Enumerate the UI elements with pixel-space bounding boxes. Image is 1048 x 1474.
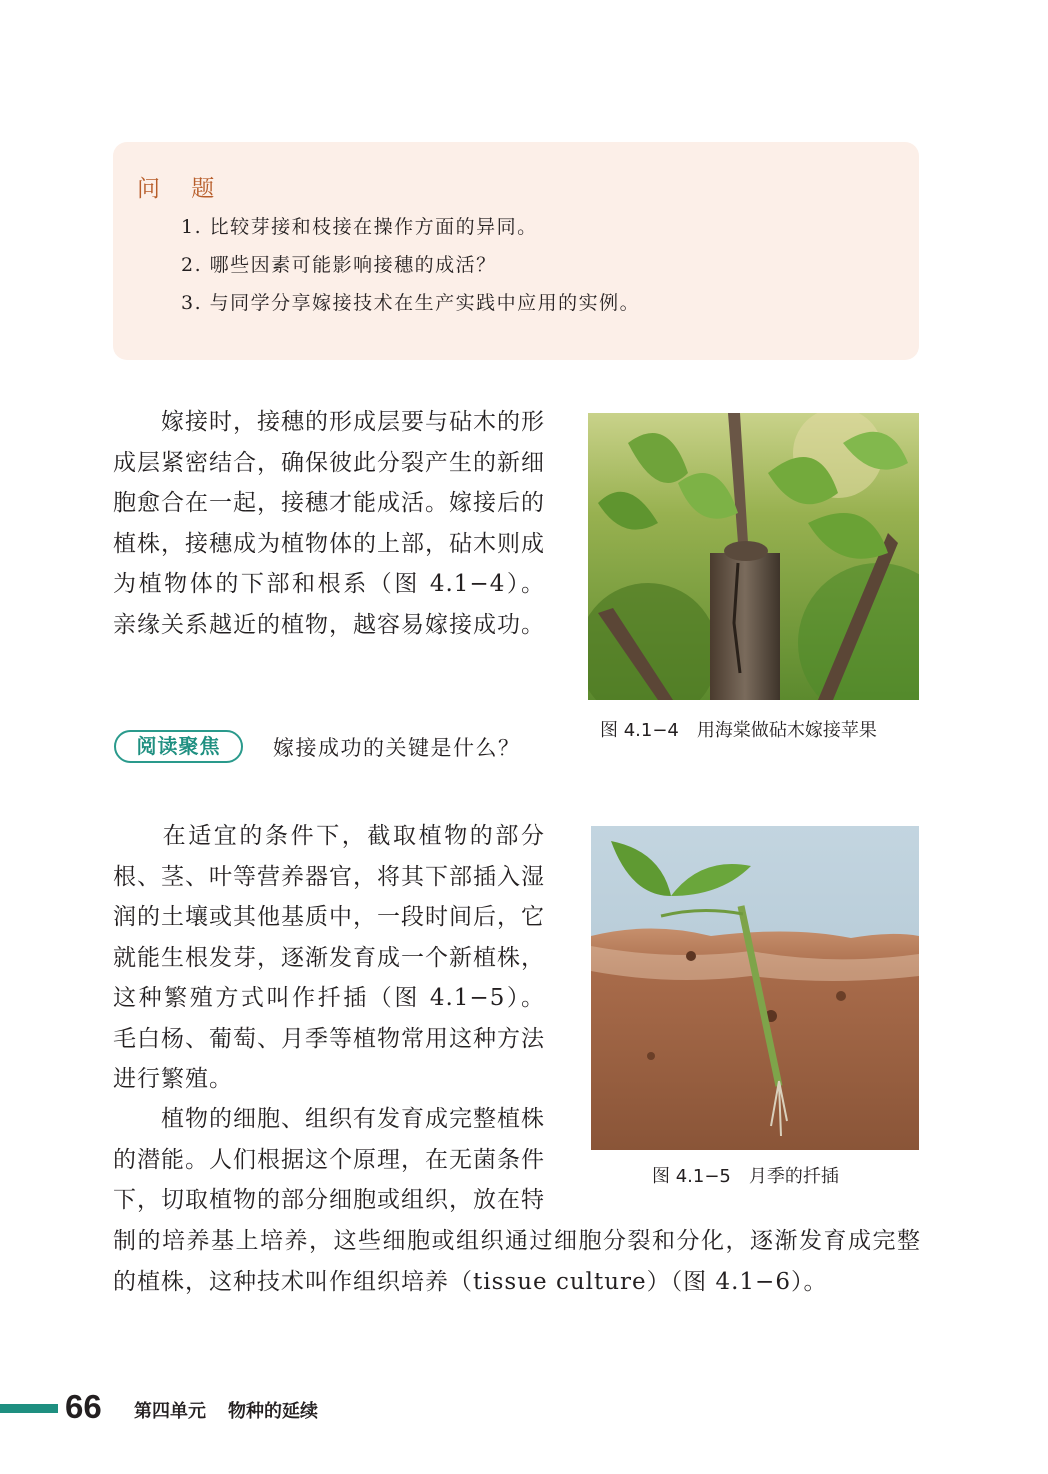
paragraph-tissue-culture-continued: 制的培养基上培养，这些细胞或组织通过细胞分裂和分化，逐渐发育成完整的植株，这种技术叫作组织培养（tissue culture）（图 4.1−6）。 bbox=[113, 1228, 921, 1295]
paragraph-grafting bbox=[113, 402, 545, 645]
paragraph-tissue-culture bbox=[113, 1099, 545, 1221]
paragraph-tissue-culture-text-1: 植物的细胞、组织有发育成完整植株的潜能。人们根据这个原理，在无菌条件下，切取植物的部分细胞或组织，放在特 bbox=[113, 1106, 545, 1213]
question-list bbox=[181, 208, 640, 322]
question-item: 1. 比较芽接和枝接在操作方面的异同。 bbox=[181, 216, 538, 238]
paragraph-cutting-text: 在适宜的条件下，截取植物的部分根、茎、叶等营养器官，将其下部插入湿润的土壤或其他基质中，一段时间后，它就能生根发芽，逐渐发育成一个新植株，这种繁殖方式叫作扦插（图 4.1−5）。毛白杨、葡萄、月季等植物常用这种方法进行繁殖。 bbox=[113, 823, 545, 1092]
figure-caption: 图 4.1−5 月季的扦插 bbox=[652, 1166, 839, 1187]
chapter-name: 物种的延续 bbox=[228, 1401, 318, 1422]
unit-label bbox=[134, 1397, 318, 1423]
footer-accent-bar bbox=[0, 1404, 58, 1413]
page-number: 66 bbox=[65, 1388, 102, 1425]
question-box bbox=[113, 142, 919, 360]
paragraph-cutting bbox=[113, 816, 545, 1100]
reading-focus-badge: 阅读聚焦 bbox=[114, 730, 243, 763]
paragraph-grafting-text: 嫁接时，接穗的形成层要与砧木的形成层紧密结合，确保彼此分裂产生的新细胞愈合在一起，接穗才能成活。嫁接后的植株，接穗成为植物体的上部，砧木则成为植物体的下部和根系（图 4.1−4）。亲缘关系越近的植物，越容易嫁接成功。 bbox=[113, 409, 545, 638]
question-item: 3. 与同学分享嫁接技术在生产实践中应用的实例。 bbox=[181, 292, 641, 314]
reading-focus-question: 嫁接成功的关键是什么？ bbox=[273, 736, 521, 760]
unit-name: 第四单元 bbox=[134, 1401, 206, 1422]
figure-rose-cutting-photo bbox=[591, 826, 919, 1150]
figure-caption: 图 4.1−4 用海棠做砧木嫁接苹果 bbox=[600, 720, 877, 741]
figure-grafted-apple-photo bbox=[588, 413, 919, 700]
question-title: 问 题 bbox=[137, 176, 227, 202]
question-item: 2. 哪些因素可能影响接穗的成活？ bbox=[181, 254, 497, 276]
